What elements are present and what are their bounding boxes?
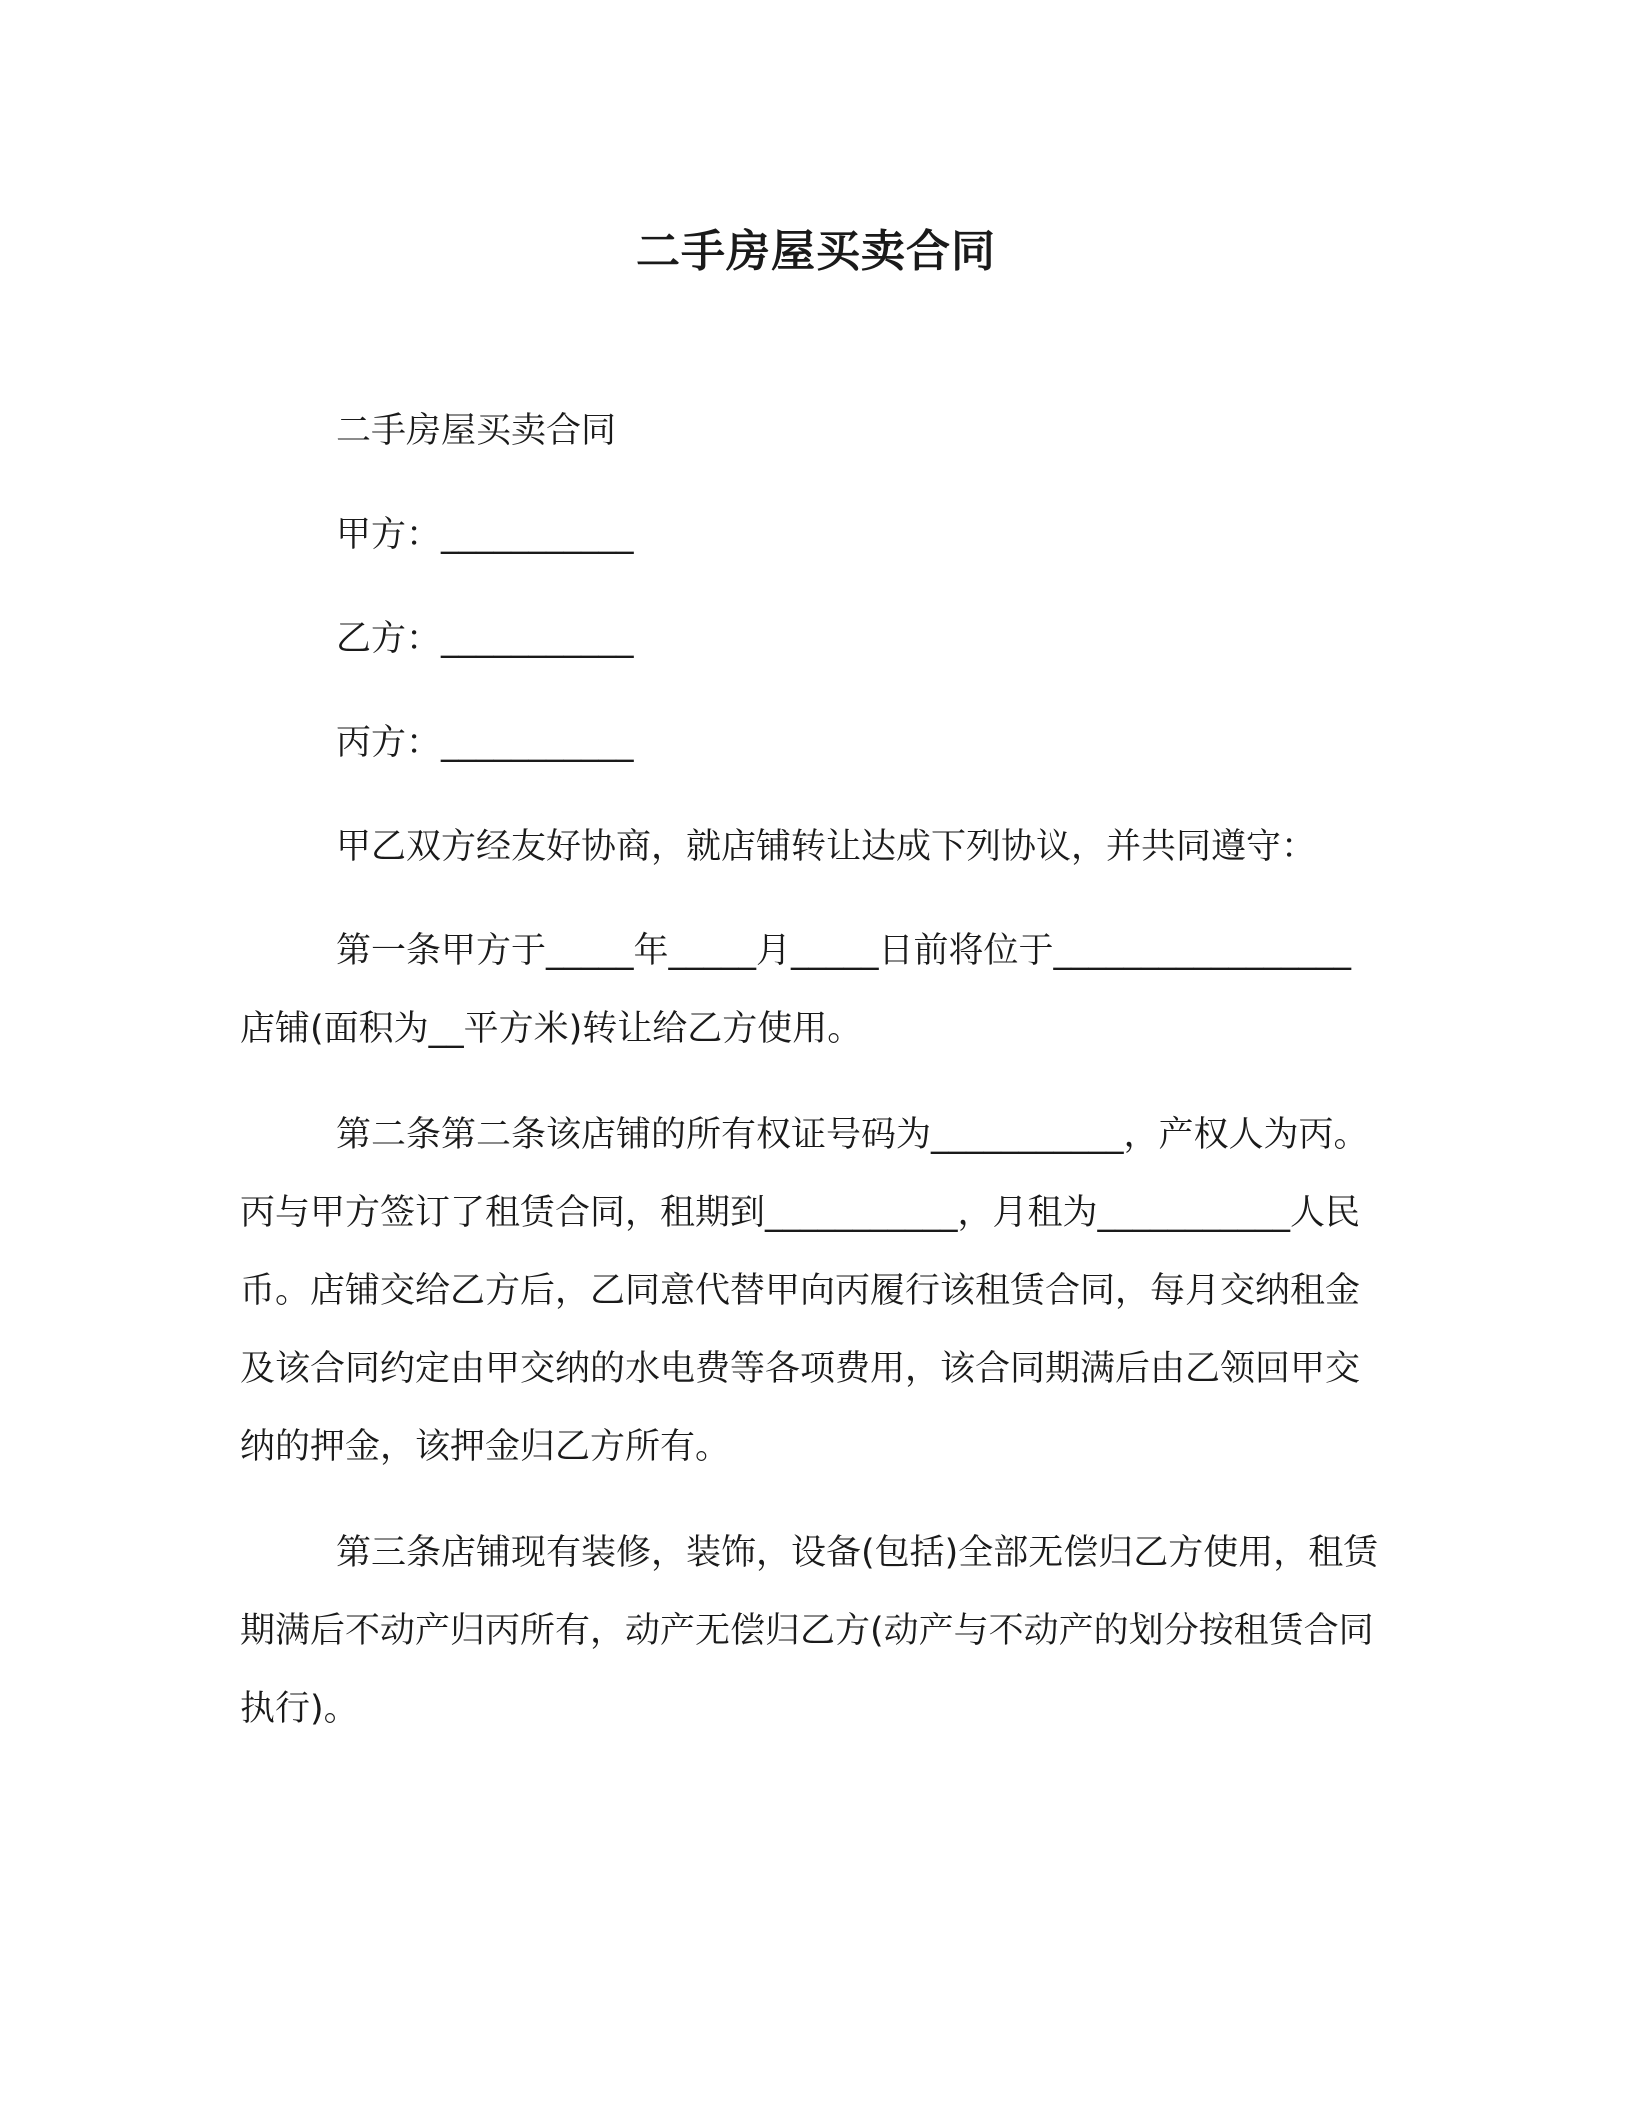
article-3-paragraph: 第三条店铺现有装修，装饰，设备(包括)全部无偿归乙方使用，租赁期满后不动产归丙所有，动产无偿归乙方(动产与不动产的划分按租赁合同执行)。 <box>240 1533 1379 1729</box>
article-2-paragraph: 第二条第二条该店铺的所有权证号码为___________，产权人为丙。丙与甲方签订了租赁合同，租期到___________，月租为___________人民币。店铺交给乙方后，乙同意代替甲向丙履行该租赁合同，每月交纳租金及该合同约定由甲交纳的水电费等各项费用，该合同期满后由乙领回甲交纳的押金，该押金归乙方所有。 <box>240 1115 1369 1467</box>
document-title: 二手房屋买卖合同 <box>636 226 996 277</box>
article-1-paragraph: 第一条甲方于_____年_____月_____日前将位于_________________店铺(面积为__平方米)转让给乙方使用。 <box>240 931 1352 1049</box>
party-a-line: 甲方：___________ <box>336 515 634 555</box>
subtitle-paragraph: 二手房屋买卖合同 <box>336 411 617 451</box>
intro-paragraph: 甲乙双方经友好协商，就店铺转让达成下列协议，并共同遵守： <box>336 827 1317 867</box>
document-body <box>240 392 1380 1776</box>
party-c-line: 丙方：___________ <box>336 723 634 763</box>
party-b-line: 乙方：___________ <box>336 619 634 659</box>
